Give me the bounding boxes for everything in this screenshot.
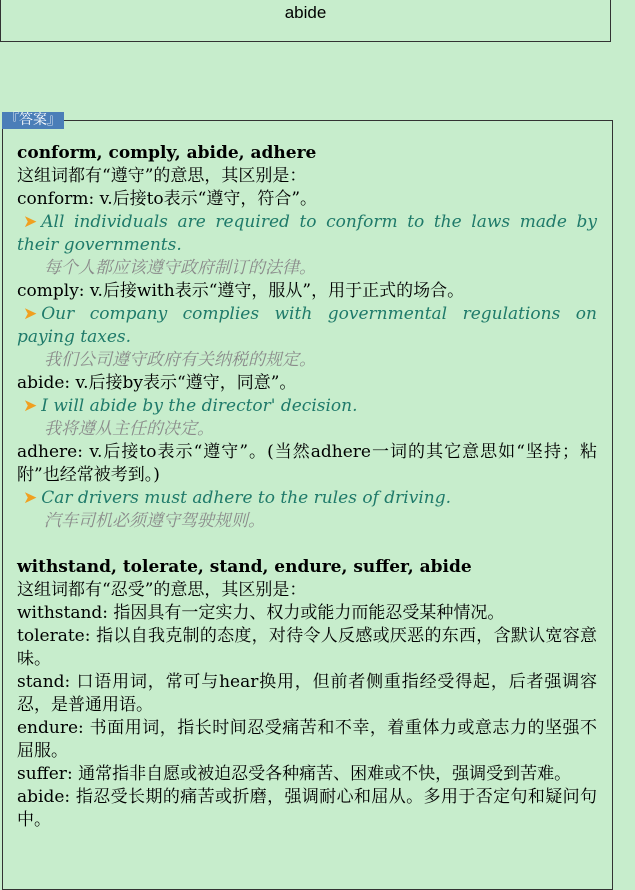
conform-example	[17, 211, 597, 257]
group2-intro: 这组词都有“忍受”的意思，其区别是：	[17, 580, 307, 600]
tolerate-definition: tolerate: 指以自我克制的态度，对待令人反感或厌恶的东西，含默认宽容意味。	[17, 626, 597, 669]
abide-example	[17, 395, 597, 418]
suffer-definition: suffer: 通常指非自愿或被迫忍受各种痛苦、困难或不快，强调受到苦难。	[17, 764, 572, 784]
question-word: abide	[284, 3, 327, 22]
arrow-icon: ➤	[23, 304, 38, 324]
abide-example-text: I will abide by the director' decision.	[41, 396, 358, 416]
comply-example-text: Our company complies with governmental regulations on paying taxes.	[17, 304, 597, 347]
withstand-definition: withstand: 指因具有一定实力、权力或能力而能忍受某种情况。	[17, 603, 505, 623]
abide-translation: 我将遵从主任的决定。	[44, 419, 214, 439]
group1-heading: conform, comply, abide, adhere	[17, 143, 317, 163]
adhere-definition: adhere: v.后接to表示“遵守”。(当然adhere一词的其它意思如“坚持；粘附”也经常被考到。)	[17, 442, 597, 485]
conform-example-text: All individuals are required to conform to the laws made by their governments.	[17, 212, 597, 255]
adhere-translation: 汽车司机必须遵守驾驶规则。	[44, 511, 265, 531]
question-box	[0, 0, 611, 42]
adhere-example	[17, 487, 597, 510]
adhere-example-text: Car drivers must adhere to the rules of driving.	[41, 488, 452, 508]
abide-definition: abide: v.后接by表示“遵守，同意”。	[17, 373, 297, 393]
arrow-icon: ➤	[23, 212, 38, 232]
abide-endure-definition: abide: 指忍受长期的痛苦或折磨，强调耐心和屈从。多用于否定句和疑问句中。	[17, 787, 597, 830]
stand-definition: stand: 口语用词，常可与hear换用，但前者侧重指经受得起，后者强调容忍，是普通用语。	[17, 672, 597, 715]
group2-heading: withstand, tolerate, stand, endure, suffer, abide	[17, 557, 472, 577]
conform-definition: conform: v.后接to表示“遵守，符合”。	[17, 189, 318, 209]
answer-tag: 『答案』	[2, 112, 64, 129]
arrow-icon: ➤	[23, 396, 38, 416]
endure-definition: endure: 书面用词，指长时间忍受痛苦和不幸，着重体力或意志力的坚强不屈服。	[17, 718, 597, 761]
group1-intro: 这组词都有“遵守”的意思，其区别是：	[17, 166, 307, 186]
comply-translation: 我们公司遵守政府有关纳税的规定。	[44, 350, 316, 370]
arrow-icon: ➤	[23, 488, 38, 508]
answer-content	[17, 142, 597, 832]
comply-example	[17, 303, 597, 349]
spacer	[17, 533, 597, 556]
conform-translation: 每个人都应该遵守政府制订的法律。	[44, 258, 316, 278]
comply-definition: comply: v.后接with表示“遵守，服从”，用于正式的场合。	[17, 281, 465, 301]
